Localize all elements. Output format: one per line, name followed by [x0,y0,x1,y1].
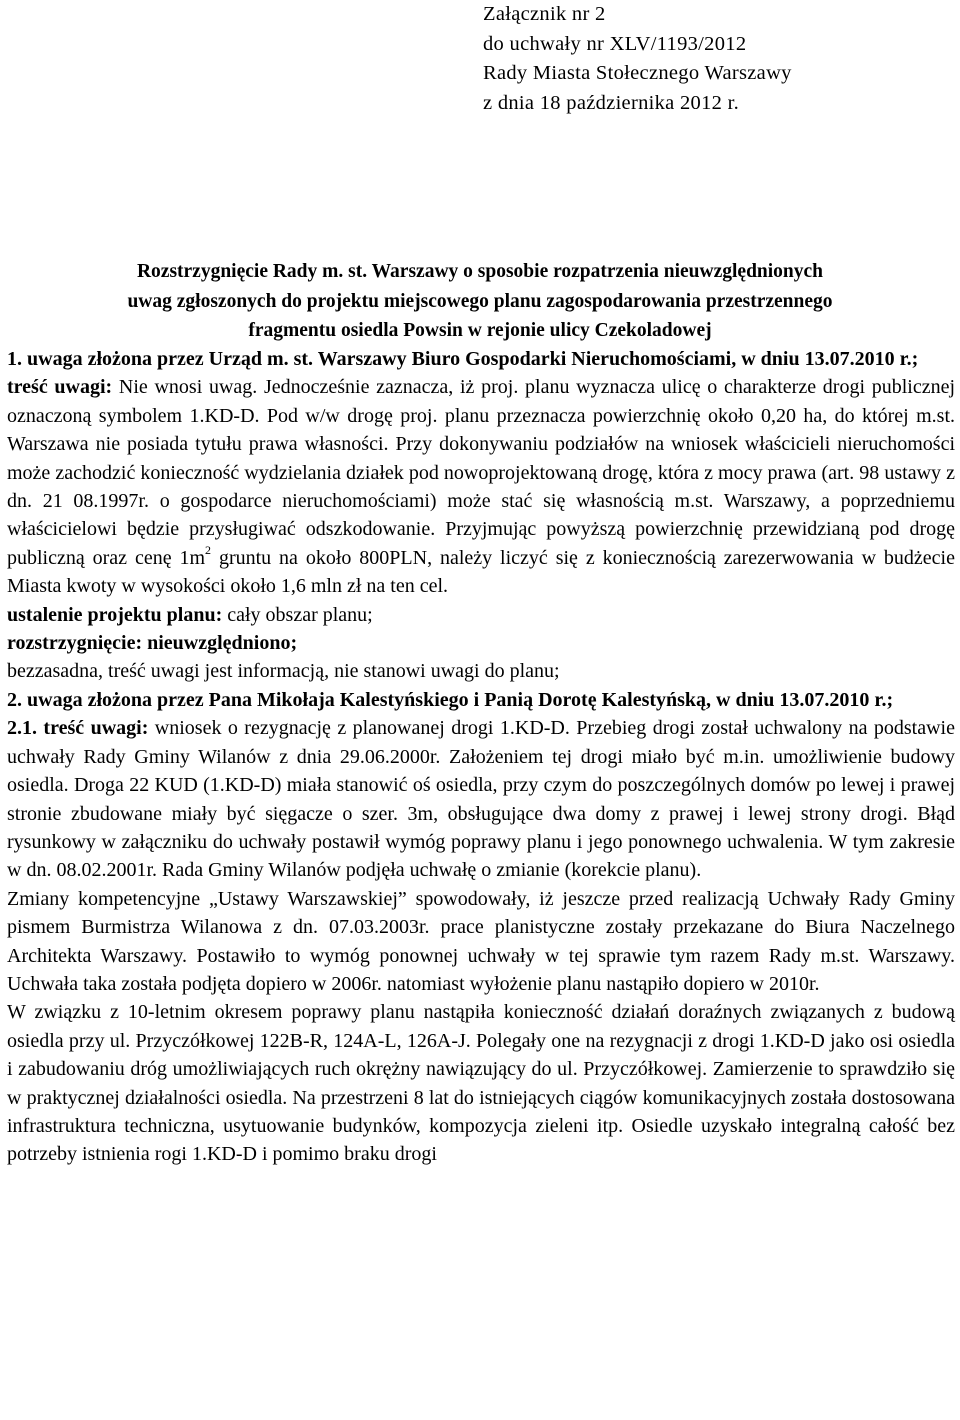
remark-1-heading-prefix: 1. uwaga złożona przez Urząd m. st. [7,348,314,370]
resolution-line: rozstrzygnięcie: nieuwzględniono; [7,632,298,655]
attachment-header [483,0,792,118]
header-line: Rady Miasta Stołecznego Warszawy [483,62,792,84]
remark-2-paragraph: W związku z 10-letnim okresem poprawy planu nastąpiła konieczność działań doraźnych związanych z budową osiedla przy ul. Przyczółkowej 122B-R, 124A-L, 126A-J. Polegały one na rezygnacji z drogi 1.KD-D jako osi osiedla i zabudowaniu dróg umożliwiających ruch okrężny nawiązujący do ul. Przyczółkowej. Zamierzenie to sprawdziło się w praktycznej działalności osiedla. Na przestrzeni 8 lat do istniejących ciągów komunikacyjnych została dostosowana infrastruktura techniczna, usytuowanie budynków, kompozycja zieleni itp. Osiedle uzyskało integralną całość bez potrzeby istnienia rogi 1.KD-D i pomimo braku drogi [7,1001,955,1166]
remark-2-paragraph: Zmiany kompetencyjne „Ustawy Warszawskiej” spowodowały, iż jeszcze przed realizacją Uchwały Rady Gminy pismem Burmistrza Wilanowa z dn. 07.03.2003r. prace planistyczne zostały przekazane do Biura Naczelnego Architekta Warszawy. Postawiło to wymóg ponownej uchwały w tej sprawie tym razem Rady m.st. Warszawy. Uchwała taka została podjęta dopiero w 2006r. natomiast wyłożenie planu nastąpiło dopiero w 2010r. [7,887,955,995]
remark-1-content [7,373,955,600]
remark-1-content-text-2: gruntu na około 800PLN, należy liczyć się z koniecznością zarezerwowania w budżecie Miasta kwoty w wysokości około 1,6 mln zł na ten cel. [7,546,955,598]
header-line: do uchwały nr XLV/1193/2012 [483,32,747,55]
header-line: Załącznik nr 2 [483,3,606,25]
header-line: z dnia 18 października 2012 r. [483,91,740,114]
remark-content-label: treść uwagi: [7,376,113,399]
remark-2-heading: 2. uwaga złożona przez Pana Mikołaja Kalestyńskiego i Panią Dorotę Kalestyńską, w dniu 13.07.2010 r.; [7,688,894,711]
remark-2-paragraph: wniosek o rezygnację z planowanej drogi 1.KD-D. Przebieg drogi został uchwalony na podstawie uchwały Rady Gminy Wilanów z dnia 29.06.2000r. Założeniem tej drogi miało być m.in. umożliwienie budowy osiedla. Droga 22 KUD (1.KD-D) miała stanowić oś osiedla, przy czym do poszczególnych domów po lewej i prawej stronie zbudowane miały być sięgacze o szer. 3m, obsługujące dwa domy z prawej i lewej strony drogi. Błąd rysunkowy w załączniku do uchwały postawił wymóg poprawy planu i jego ponownego uchwalenia. W tym zakresie w dn. 08.02.2001r. Rada Gminy Wilanów podjęła uchwałę o zmianie (korekcie planu). [7,717,955,882]
plan-finding [7,601,955,629]
title-line: Rozstrzygnięcie Rady m. st. Warszawy o sposobie rozpatrzenia nieuwzględnionych [136,261,824,282]
remark-2-content-label: 2.1. treść uwagi: [7,717,149,740]
title-line: fragmentu osiedla Powsin w rejonie ulicy Czekoladowej [248,320,712,341]
plan-finding-label: ustalenie projektu planu: [7,603,223,626]
superscript: 2 [205,543,212,558]
document-body [7,345,955,1169]
justification-line: bezzasadna, treść uwagi jest informacją, nie stanowi uwagi do planu; [7,660,560,683]
remark-1-content-text: Nie wnosi uwag. Jednocześnie zaznacza, iż proj. planu wyznacza ulicę o charakterze drogi publicznej oznaczoną symbolem 1.KD-D. Pod w/w drogę proj. planu przeznacza powierzchnię około 0,20 ha, do której m.st. Warszawa nie posiada tytułu prawa własności. Przy dokonywaniu podziałów na wniosek właścicieli nieruchomości może zachodzić konieczność wydzielania działek pod nowoprojektowaną drogę, która z mocy prawa (art. 98 ustawy z dn. 21 08.1997r. o gospodarce nieruchomościami) może stać się własnością m.st. Warszawy, a poprzedniemu właścicielowi będzie przysługiwać odszkodowanie. Przyjmując powyższą powierzchnię przewidzianą pod drogę publiczną oraz cenę 1m [7,376,956,569]
remark-2-content [7,714,955,884]
document-title [0,257,960,346]
remark-1-heading-rest: Warszawy Biuro Gospodarki Nieruchomościami, w dniu 13.07.2010 r.; [313,348,919,370]
plan-finding-text: cały obszar planu; [222,603,373,626]
remark-1-heading [7,345,955,373]
title-line: uwag zgłoszonych do projektu miejscowego planu zagospodarowania przestrzennego [127,290,833,312]
